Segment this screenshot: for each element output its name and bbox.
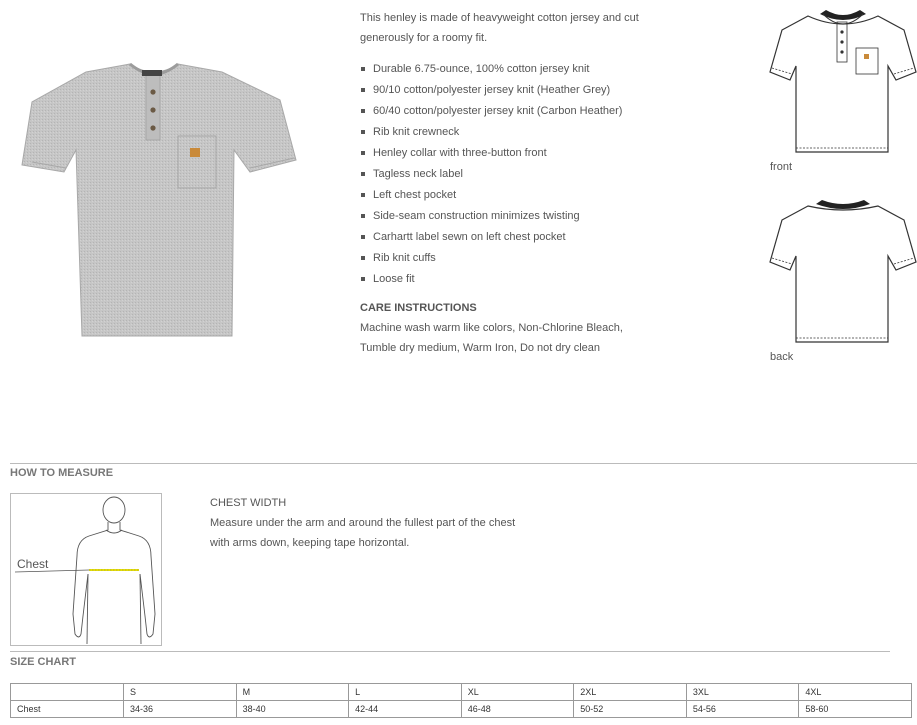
section-divider <box>10 463 917 464</box>
feature-item: Loose fit <box>360 269 690 290</box>
feature-item: Side-seam construction minimizes twisting <box>360 206 690 227</box>
feature-item: Henley collar with three-button front <box>360 143 690 164</box>
size-header-row <box>11 684 912 701</box>
size-chart-table <box>10 683 912 718</box>
feature-list <box>360 59 690 290</box>
size-header-cell: S <box>124 684 237 701</box>
size-chart-title: SIZE CHART <box>10 656 76 668</box>
size-header-cell: 4XL <box>799 684 912 701</box>
care-instructions-text: Machine wash warm like colors, Non-Chlorine Bleach, Tumble dry medium, Warm Iron, Do not dry clean <box>360 322 623 354</box>
section-divider <box>10 651 890 652</box>
measure-figure <box>10 493 162 646</box>
feature-item: 90/10 cotton/polyester jersey knit (Heather Grey) <box>360 80 690 101</box>
size-value-cell: 34-36 <box>124 701 237 718</box>
chest-callout-label: Chest <box>17 557 49 571</box>
feature-item: Tagless neck label <box>360 164 690 185</box>
size-header-empty-cell <box>11 684 124 701</box>
size-value-cell: 38-40 <box>236 701 349 718</box>
product-photo <box>18 50 303 350</box>
size-value-cell: 54-56 <box>686 701 799 718</box>
chest-width-text: Measure under the arm and around the fullest part of the chest with arms down, keeping tape horizontal. <box>210 517 516 549</box>
feature-item: 60/40 cotton/polyester jersey knit (Carbon Heather) <box>360 101 690 122</box>
feature-item: Durable 6.75-ounce, 100% cotton jersey knit <box>360 59 690 80</box>
flat-front-label: front <box>770 161 793 173</box>
size-value-cell: 46-48 <box>461 701 574 718</box>
product-description <box>360 8 690 358</box>
flat-back-label: back <box>770 351 794 363</box>
size-value-cell: 58-60 <box>799 701 912 718</box>
size-value-cell: 50-52 <box>574 701 687 718</box>
feature-item: Rib knit cuffs <box>360 248 690 269</box>
size-header-cell: 2XL <box>574 684 687 701</box>
care-instructions-title: CARE INSTRUCTIONS <box>360 302 477 314</box>
size-header-cell: L <box>349 684 462 701</box>
feature-item: Carhartt label sewn on left chest pocket <box>360 227 690 248</box>
row-label-chest: Chest <box>11 701 124 718</box>
size-chest-row <box>11 701 912 718</box>
feature-item: Rib knit crewneck <box>360 122 690 143</box>
size-header-cell: M <box>236 684 349 701</box>
flat-sketch-front <box>768 8 917 158</box>
flat-sketch-back <box>768 198 917 348</box>
description-intro: This henley is made of heavyweight cotton jersey and cut generously for a roomy fit. <box>360 12 639 44</box>
feature-item: Left chest pocket <box>360 185 690 206</box>
size-value-cell: 42-44 <box>349 701 462 718</box>
chest-width-title: CHEST WIDTH <box>210 497 287 509</box>
size-header-cell: XL <box>461 684 574 701</box>
size-header-cell: 3XL <box>686 684 799 701</box>
how-to-measure-title: HOW TO MEASURE <box>10 467 114 479</box>
